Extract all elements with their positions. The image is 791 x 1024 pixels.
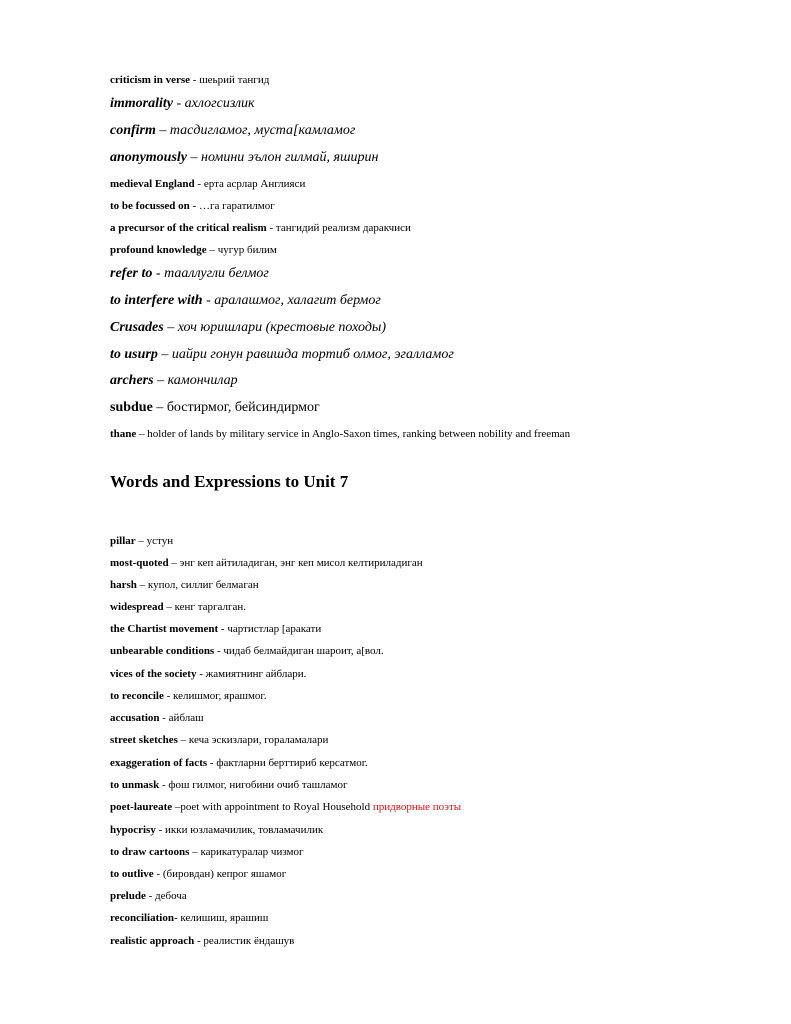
entry-term: widespread bbox=[110, 601, 164, 613]
entry-definition: энг кеп айтиладиган, энг кеп мисол келтириладиган bbox=[179, 557, 423, 569]
vocab-entry-7: vices of the society - жамиятнинг айблари. bbox=[110, 668, 307, 680]
entry-term: most-quoted bbox=[110, 557, 169, 569]
entry-term: vices of the society bbox=[110, 668, 197, 680]
entry-definition: кенг таргалган. bbox=[174, 601, 247, 613]
entry-term: to reconcile bbox=[110, 690, 164, 702]
entry-term: realistic approach bbox=[110, 935, 195, 947]
entry-term: immorality bbox=[110, 96, 173, 111]
entry-definition: келишиш, ярашиш bbox=[180, 912, 269, 924]
entry-term: unbearable conditions bbox=[110, 645, 215, 657]
entry-term: medieval England bbox=[110, 178, 195, 190]
entry-definition: фош гилмог, нигобини очиб ташламог bbox=[168, 779, 348, 791]
vocab-entry-19: realistic approach - реалистик ёндашув bbox=[110, 935, 295, 947]
entry-3: confirm – тасдигламог, муста[камламог bbox=[110, 123, 356, 138]
entry-term: reconciliation bbox=[110, 912, 174, 924]
entry-term: criticism in verse bbox=[110, 74, 191, 86]
vocab-entry-16: to outlive - (бировдан) кепрог яшамог bbox=[110, 868, 287, 880]
entry-term: poet-laureate bbox=[110, 801, 173, 813]
entry-term: to be focussed on bbox=[110, 200, 190, 212]
entry-term: hypocrisy bbox=[110, 824, 156, 836]
entry-6: to be focussed on - …га гаратилмог bbox=[110, 200, 275, 212]
entry-term: profound knowledge bbox=[110, 244, 207, 256]
vocab-entry-2: most-quoted – энг кеп айтиладиган, энг кеп мисол келтириладиган bbox=[110, 557, 423, 569]
entry-term: confirm bbox=[110, 123, 156, 138]
entry-10: to interfere with - аралашмог, халагит бермог bbox=[110, 293, 381, 308]
vocab-entry-5: the Chartist movement - чартистлар [аракати bbox=[110, 623, 322, 635]
entry-term: to outlive bbox=[110, 868, 154, 880]
entry-1: criticism in verse - шеьрий тангид bbox=[110, 74, 270, 86]
entry-14: subdue – бостирмог, бейсиндирмог bbox=[110, 400, 320, 415]
vocab-entry-15: to draw cartoons – карикатуралар чизмог bbox=[110, 846, 304, 858]
entry-definition: хоч юришлари (крестовые походы) bbox=[177, 320, 387, 335]
entry-term: archers bbox=[110, 373, 154, 388]
vocab-entry-3: harsh – купол, силлиг белмаган bbox=[110, 579, 259, 591]
entry-8: profound knowledge – чугур билим bbox=[110, 244, 277, 256]
vocab-entry-8: to reconcile - келишмог, ярашмог. bbox=[110, 690, 267, 702]
entry-definition: икки юзламачилик, товламачилик bbox=[165, 824, 324, 836]
entry-term: harsh bbox=[110, 579, 137, 591]
entry-definition: келишмог, ярашмог. bbox=[173, 690, 267, 702]
entry-definition: …га гаратилмог bbox=[198, 200, 275, 212]
entry-definition: карикатуралар чизмог bbox=[200, 846, 304, 858]
entry-5: medieval England - ерта асрлар Англияси bbox=[110, 178, 306, 190]
entry-definition: чартистлар [аракати bbox=[227, 623, 322, 635]
entry-13: archers – камончилар bbox=[110, 373, 238, 388]
vocab-entry-4: widespread – кенг таргалган. bbox=[110, 601, 247, 613]
entry-term: to usurp bbox=[110, 347, 158, 362]
entry-9: refer to - тааллугли белмог bbox=[110, 266, 269, 281]
entry-definition: фактларни берттириб керсатмог. bbox=[216, 757, 368, 769]
vocab-entry-12: to unmask - фош гилмог, нигобини очиб ташламог bbox=[110, 779, 348, 791]
entry-definition: номини эълон гилмай, яширин bbox=[201, 150, 379, 165]
entry-15: thane – holder of lands by military service in Anglo-Saxon times, ranking between nobility and freeman bbox=[110, 428, 571, 440]
vocab-entry-10: street sketches – кеча эскизлари, гораламалари bbox=[110, 734, 329, 746]
entry-term: subdue bbox=[110, 400, 153, 415]
entry-definition: тасдигламог, муста[камламог bbox=[169, 123, 356, 138]
entry-term: Crusades bbox=[110, 320, 164, 335]
entry-definition: реалистик ёндашув bbox=[203, 935, 295, 947]
entry-definition: ахлогсизлик bbox=[184, 96, 255, 111]
entry-definition: ерта асрлар Англияси bbox=[203, 178, 306, 190]
vocab-entry-18: reconciliation- келишиш, ярашиш bbox=[110, 912, 269, 924]
entry-definition: (бировдан) кепрог яшамог bbox=[162, 868, 287, 880]
entry-term: to draw cartoons bbox=[110, 846, 190, 858]
entry-definition: дебоча bbox=[155, 890, 187, 902]
entry-definition: чидаб белмайдиган шароит, а[вол. bbox=[223, 645, 384, 657]
entry-definition: poet with appointment to Royal Household bbox=[180, 801, 373, 813]
entry-translation-highlight: придворные поэты bbox=[372, 801, 462, 813]
entry-term: exaggeration of facts bbox=[110, 757, 208, 769]
entry-definition: айблаш bbox=[168, 712, 204, 724]
entry-definition: бостирмог, бейсиндирмог bbox=[166, 400, 320, 415]
entry-definition: аралашмог, халагит бермог bbox=[214, 293, 381, 308]
entry-definition: шеьрий тангид bbox=[199, 74, 270, 86]
entry-definition: тангидий реализм даракчиси bbox=[275, 222, 411, 234]
entry-term: anonymously bbox=[110, 150, 188, 165]
entry-term: the Chartist movement bbox=[110, 623, 219, 635]
vocab-entry-11: exaggeration of facts - фактларни берттириб керсатмог. bbox=[110, 757, 368, 769]
entry-definition: иайри гонун равишда тортиб олмог, эгалламог bbox=[171, 347, 454, 362]
vocab-entry-17: prelude - дебоча bbox=[110, 890, 187, 902]
vocab-entry-14: hypocrisy - икки юзламачилик, товламачилик bbox=[110, 824, 324, 836]
vocab-entry-1: pillar – устун bbox=[110, 535, 174, 547]
entry-11: Crusades – хоч юришлари (крестовые походы) bbox=[110, 320, 387, 335]
entry-definition: holder of lands by military service in Anglo-Saxon times, ranking between nobility and freeman bbox=[147, 428, 571, 440]
vocab-entry-13: poet-laureate –poet with appointment to Royal Household придворные поэты bbox=[110, 801, 462, 813]
vocab-entry-9: accusation - айблаш bbox=[110, 712, 204, 724]
entry-definition: устун bbox=[146, 535, 174, 547]
entry-term: street sketches bbox=[110, 734, 178, 746]
entry-definition: тааллугли белмог bbox=[164, 266, 269, 281]
entry-term: refer to bbox=[110, 266, 153, 281]
entry-term: a precursor of the critical realism bbox=[110, 222, 267, 234]
entry-4: anonymously – номини эълон гилмай, яширин bbox=[110, 150, 379, 165]
entry-term: pillar bbox=[110, 535, 136, 547]
vocab-entry-6: unbearable conditions - чидаб белмайдиган шароит, а[вол. bbox=[110, 645, 384, 657]
entry-term: prelude bbox=[110, 890, 146, 902]
entry-definition: купол, силлиг белмаган bbox=[147, 579, 259, 591]
entry-term: accusation bbox=[110, 712, 160, 724]
entry-definition: чугур билим bbox=[217, 244, 277, 256]
entry-term: to unmask bbox=[110, 779, 160, 791]
entry-term: thane bbox=[110, 428, 137, 440]
entry-2: immorality - ахлогсизлик bbox=[110, 96, 255, 111]
entry-12: to usurp – иайри гонун равишда тортиб олмог, эгалламог bbox=[110, 347, 454, 362]
entry-definition: кеча эскизлари, гораламалари bbox=[188, 734, 329, 746]
entry-term: to interfere with bbox=[110, 293, 203, 308]
section-heading: Words and Expressions to Unit 7 bbox=[110, 472, 349, 491]
entry-definition: камончилар bbox=[167, 373, 238, 388]
entry-7: a precursor of the critical realism - тангидий реализм даракчиси bbox=[110, 222, 411, 234]
entry-definition: жамиятнинг айблари. bbox=[205, 668, 307, 680]
